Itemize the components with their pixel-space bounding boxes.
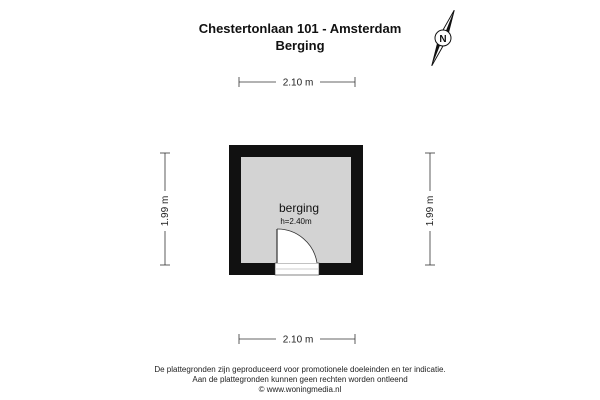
plan-title: Chestertonlaan 101 - Amsterdam — [198, 21, 402, 36]
disclaimer-line-2: Aan de plattegronden kunnen geen rechten worden ontleend — [192, 375, 408, 384]
disclaimer — [0, 365, 600, 395]
dimension-right-label: 1.99 m — [425, 195, 436, 227]
room-name: berging — [278, 201, 320, 215]
dimension-top-label: 2.10 m — [282, 77, 314, 89]
room-ceiling-height: h=2.40m — [280, 217, 312, 226]
disclaimer-line-1: De plattegronden zijn geproduceerd voor promotionele doeleinden en ter indicatie. — [154, 365, 446, 374]
plan-subtitle: Berging — [275, 38, 325, 53]
dimension-left-label: 1.99 m — [160, 195, 171, 227]
door-threshold — [275, 263, 319, 275]
dimension-bottom-label: 2.10 m — [282, 334, 314, 346]
compass-north-letter: N — [439, 34, 447, 45]
copyright-line: © www.woningmedia.nl — [258, 385, 342, 394]
